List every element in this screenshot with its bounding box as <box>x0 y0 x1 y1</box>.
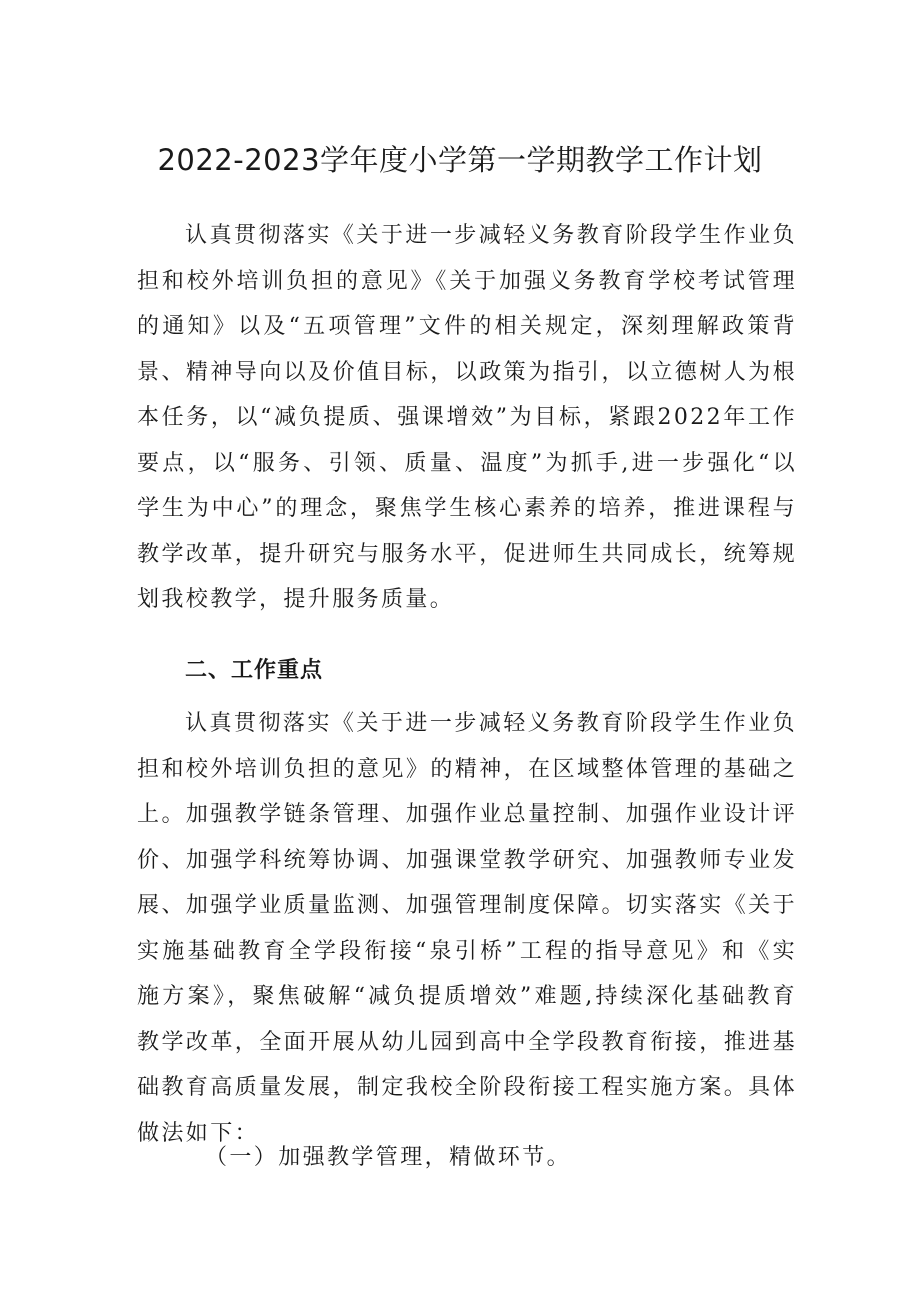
document-title: 2022-2023学年度小学第一学期教学工作计划 <box>157 143 763 177</box>
subsection-heading: （一）加强教学管理，精做环节。 <box>205 1145 572 1170</box>
section-paragraph: 认真贯彻落实《关于进一步减轻义务教育阶段学生作业负担和校外培训负担的意见》的精神，在区域整体管理的基础之上。加强教学链条管理、加强作业总量控制、加强作业设计评价、加强学科统筹协调、加强课堂教学研究、加强教师专业发展、加强学业质量监测、加强管理制度保障。切实落实《关于实施基础教育全学段衔接“泉引桥”工程的指导意见》和《实施方案》，聚焦破解“减负提质增效”难题,持续深化基础教育教学改革，全面开展从幼儿园到高中全学段教育衔接，推进基础教育高质量发展，制定我校全阶段衔接工程实施方案。具体做法如下： <box>137 711 797 1146</box>
intro-paragraph: 认真贯彻落实《关于进一步减轻义务教育阶段学生作业负担和校外培训负担的意见》《关于加强义务教育学校考试管理的通知》以及“五项管理”文件的相关规定，深刻理解政策背景、精神导向以及价值目标，以政策为指引，以立德树人为根本任务，以“减负提质、强课增效”为目标，紧跟2022年工作要点，以“服务、引领、质量、温度”为抓手,进一步强化“以学生为中心”的理念，聚焦学生核心素养的培养，推进课程与教学改革，提升研究与服务水平，促进师生共同成长，统筹规划我校教学，提升服务质量。 <box>137 223 797 612</box>
section-heading: 二、工作重点 <box>185 658 324 683</box>
